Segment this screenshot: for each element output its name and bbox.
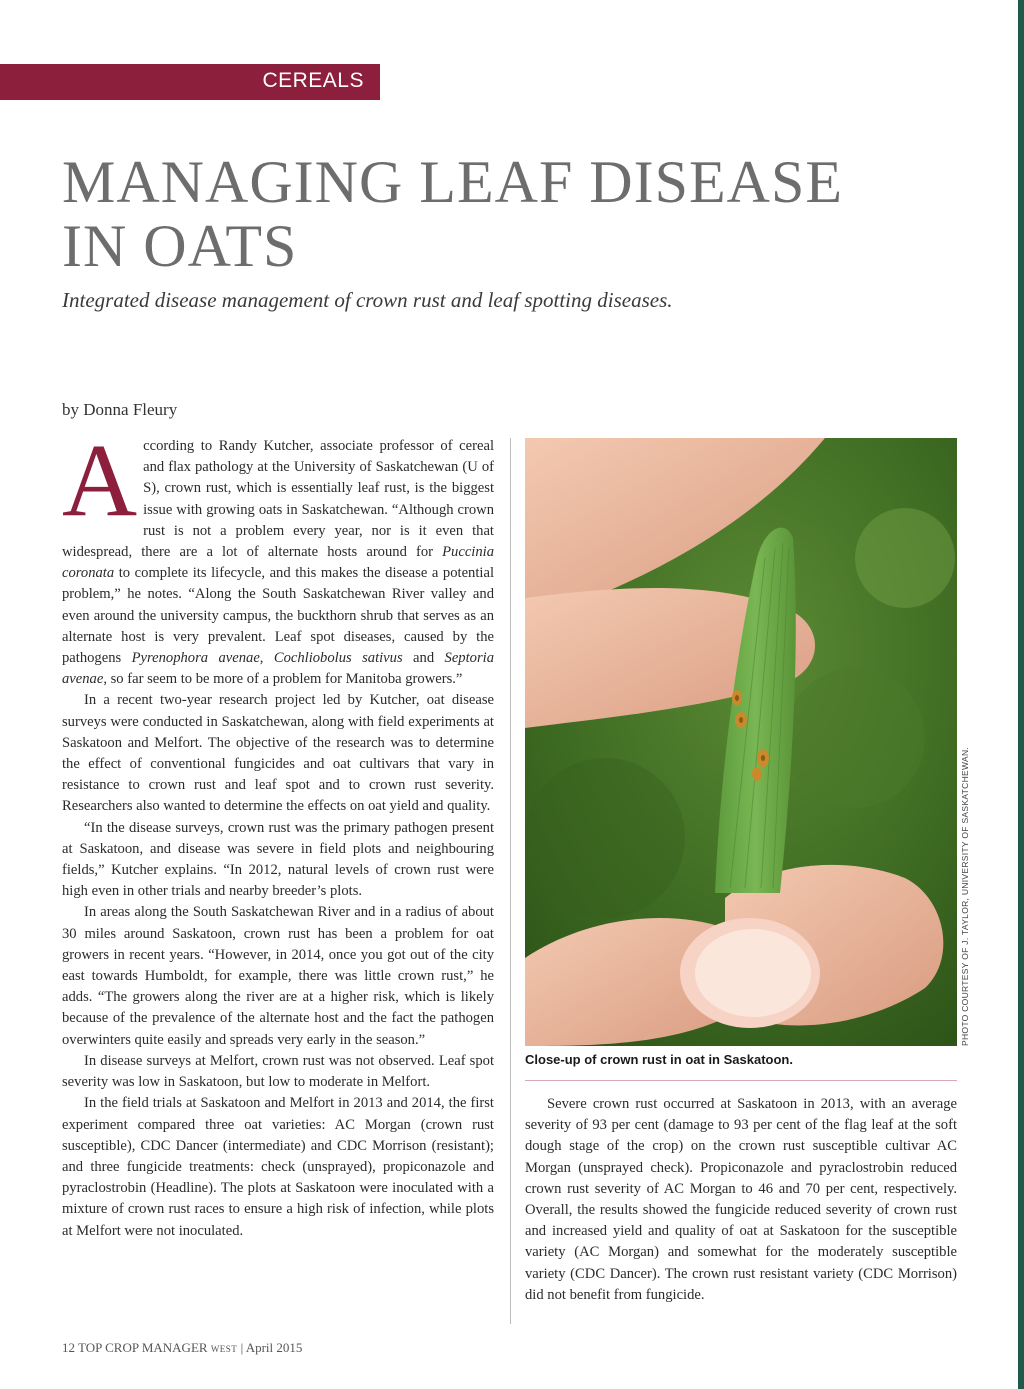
paragraph-5: In disease surveys at Melfort, crown rust was not observed. Leaf spot severity was low in Saskatoon, but low to moderate in Melfort. (62, 1052, 494, 1091)
paragraph-4: In areas along the South Saskatchewan River and in a radius of about 30 miles around Saskatoon, crown rust has been a problem for oat growers in recent years. “However, in 2014, once you got out of the city east towards Humboldt, for example, there was little crown rust,” he adds. “The growers along the river are at a higher risk, which is likely because of the prevalence of the alternate host and the fact the pathogen overwinters quite easily and spreads very early in the season.” (62, 904, 494, 1048)
issue-date: April 2015 (245, 1340, 303, 1355)
footer-separator: | (240, 1340, 244, 1355)
page-edge-stripe (1018, 0, 1024, 1389)
section-label: CEREALS (262, 69, 364, 92)
paragraph-7: Severe crown rust occurred at Saskatoon in 2013, with an average severity of 93 per cent (damage to 93 per cent of the flag leaf at the soft dough stage of the crop) on the crown rust susceptible cultivar AC Morgan (unsprayed check). Propiconazole and pyraclostrobin reduced crown rust severity of AC Morgan to 46 and 70 per cent, respectively. Overall, the results showed the fungicide reduced severity of crown rust and increased yield and quality of oat at Saskatoon for the susceptible variety (AC Morgan) and somewhat for the moderately susceptible variety (CDC Dancer). The crown rust resistant variety (CDC Morrison) did not benefit from fungicide. (525, 1096, 957, 1303)
paragraph-3: “In the disease surveys, crown rust was the primary pathogen present at Saskatoon, and disease was severe in field plots and neighbouring fields,” Kutcher explains. “In 2012, natural levels of crown rust were high even in other trials and nearby breeder’s plots. (62, 819, 494, 900)
page-number: 12 (62, 1340, 75, 1355)
page-footer (62, 1340, 302, 1356)
magazine-name: TOP CROP MANAGER (78, 1340, 208, 1355)
article-subtitle: Integrated disease management of crown rust and leaf spotting diseases. (62, 288, 673, 312)
caption-rule (525, 1080, 957, 1081)
right-column (525, 1094, 957, 1306)
drop-cap: A (62, 423, 138, 538)
paragraph-1: According to Randy Kutcher, associate professor of cereal and flax pathology at the University of Saskatchewan (U of S), crown rust, which is essentially leaf rust, is the biggest issue with growing oats in Saskatchewan. “Although crown rust is not a problem every year, nor is it even that widespread, there are a lot of alternate hosts around for Puccinia coronata to complete its lifecycle, and this makes the disease a potential problem,” he notes. “Along the South Saskatchewan River valley and even around the university campus, the buckthorn shrub that serves as an alternate host is very prevalent. Leaf spot diseases, caused by the pathogens Pyrenophora avenae, Cochliobolus sativus and Septoria avenae, so far seem to be more of a problem for Manitoba growers.” (62, 423, 494, 688)
byline: by Donna Fleury (62, 400, 178, 419)
photo-credit: PHOTO COURTESY OF J. TAYLOR, UNIVERSITY OF SASKATCHEWAN. (960, 746, 970, 1046)
paragraph-2: In a recent two-year research project led by Kutcher, oat disease surveys were conducted in Saskatchewan, along with field experiments at Saskatoon and Melfort. The objective of the research was to determine the effect of conventional fungicides and oat cultivars that vary in resistance to crown rust and leaf spot and to crown rust severity. Researchers also wanted to determine the effects on oat yield and quality. (62, 692, 494, 815)
column-divider (510, 438, 511, 1324)
paragraph-6: In the field trials at Saskatoon and Melfort in 2013 and 2014, the first experiment compared three oat varieties: AC Morgan (crown rust susceptible), CDC Dancer (intermediate) and CDC Morrison (resistant); and three fungicide treatments: check (unsprayed), propiconazole and pyraclostrobin (Headline). The plots at Saskatoon were inoculated with a mixture of crown rust races to ensure a high risk of infection, while plots at Melfort were not inoculated. (62, 1095, 494, 1239)
left-column (62, 423, 494, 1242)
crown-rust-photo (525, 438, 957, 1046)
section-banner (0, 64, 380, 100)
article-title (62, 150, 962, 278)
photo-caption: Close-up of crown rust in oat in Saskatoon. (525, 1052, 793, 1067)
title-line-2: IN OATS (62, 213, 298, 279)
magazine-edition: WEST (210, 1344, 238, 1354)
title-line-1: MANAGING LEAF DISEASE (62, 149, 843, 215)
